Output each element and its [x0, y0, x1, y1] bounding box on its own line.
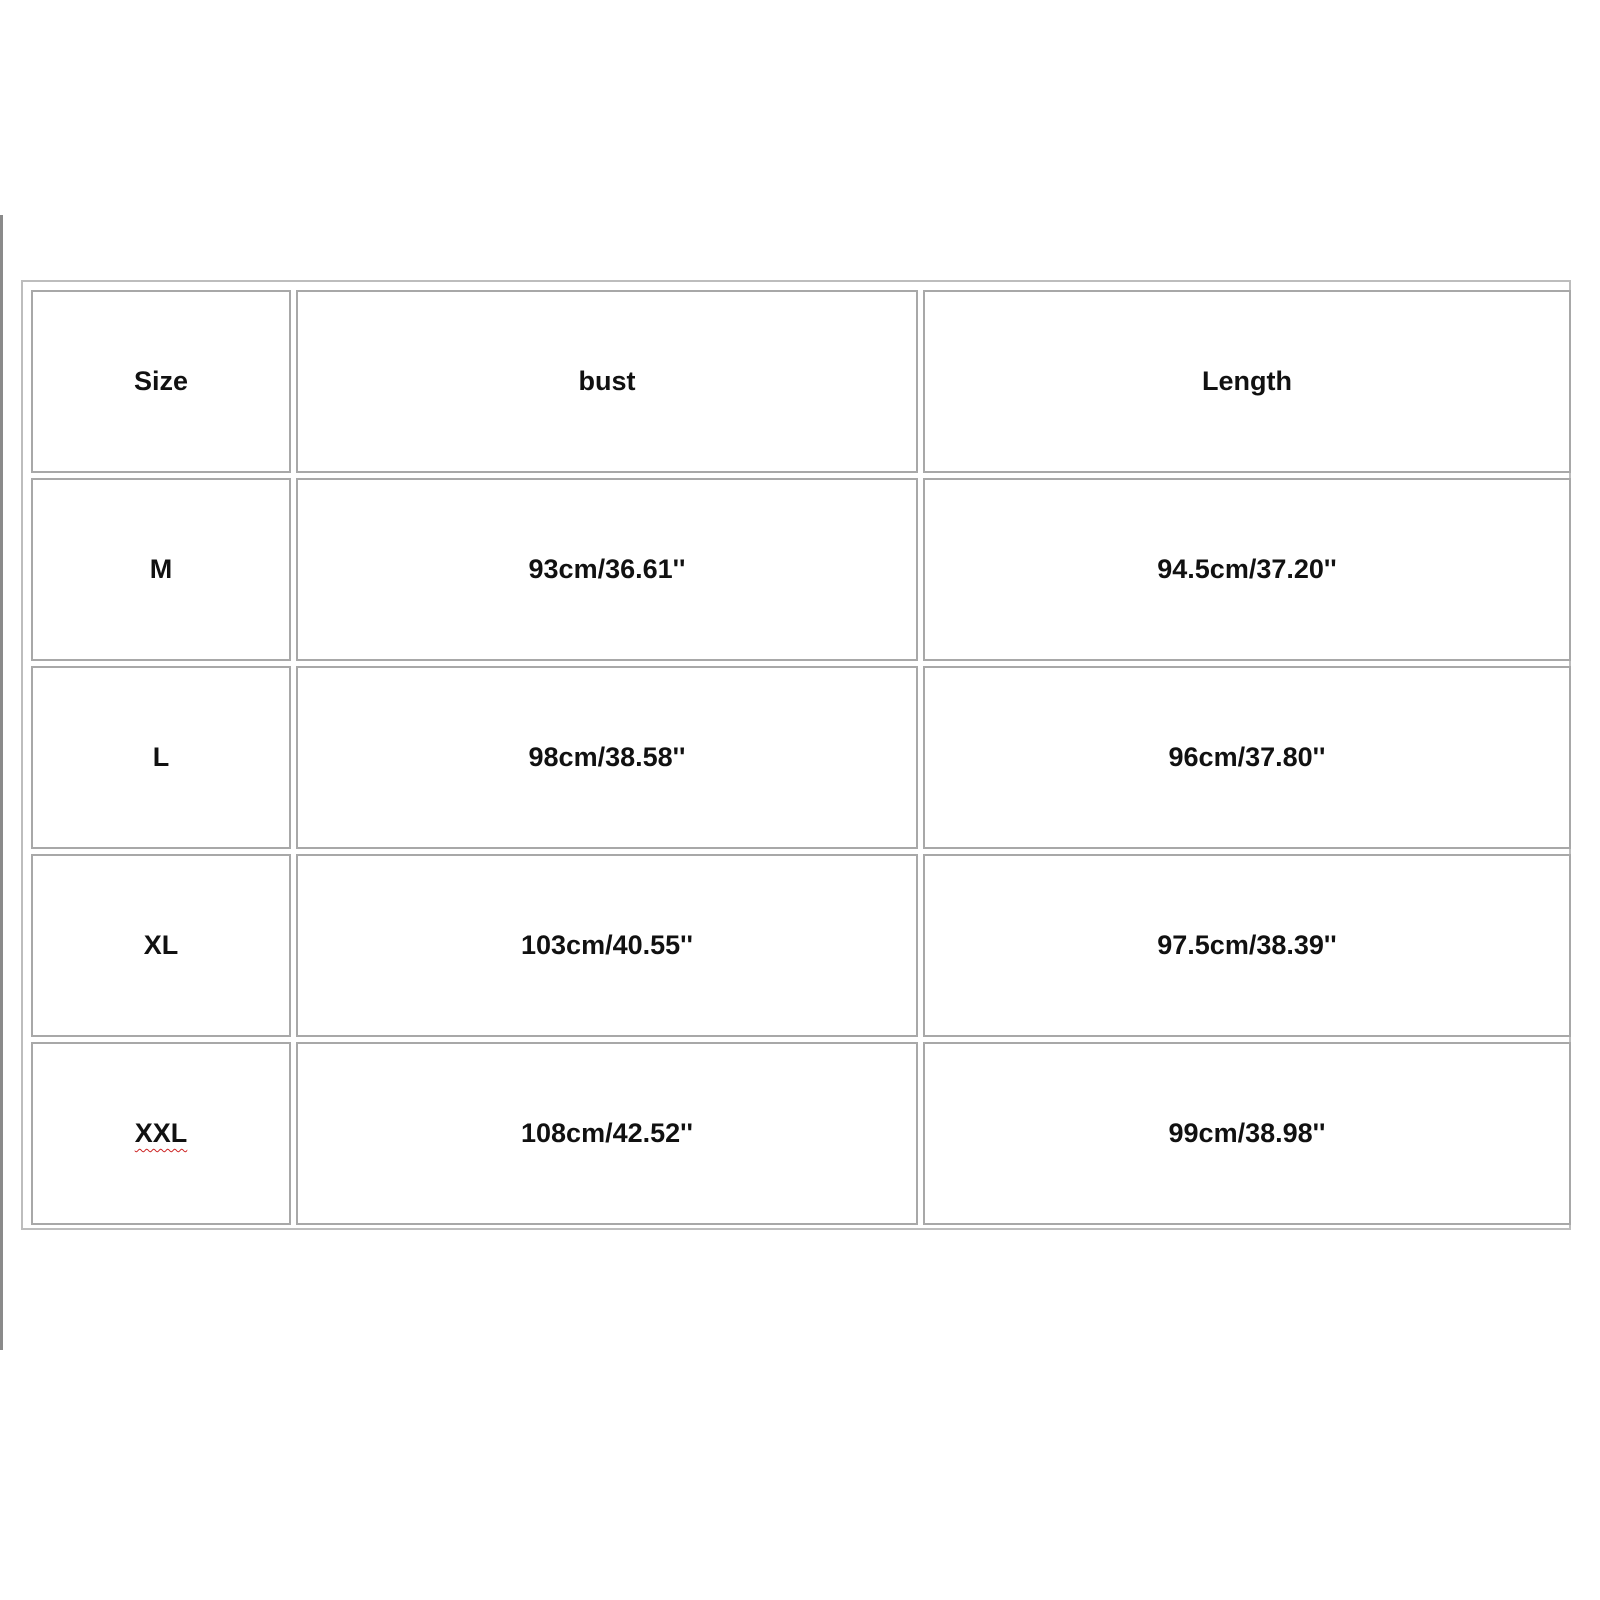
size-chart-frame: [21, 280, 1571, 1230]
length-cell: 99cm/38.98'': [923, 1042, 1571, 1225]
size-cell: XL: [31, 854, 291, 1037]
bust-cell: 98cm/38.58'': [296, 666, 918, 849]
size-cell: [31, 1042, 291, 1225]
table-row: [31, 478, 1571, 661]
length-cell: 94.5cm/37.20'': [923, 478, 1571, 661]
length-cell: 97.5cm/38.39'': [923, 854, 1571, 1037]
bust-cell: 103cm/40.55'': [296, 854, 918, 1037]
header-bust: bust: [296, 290, 918, 473]
header-size: Size: [31, 290, 291, 473]
size-cell: L: [31, 666, 291, 849]
size-cell: M: [31, 478, 291, 661]
table-row: [31, 1042, 1571, 1225]
table-row: [31, 666, 1571, 849]
header-length: Length: [923, 290, 1571, 473]
bust-cell: 108cm/42.52'': [296, 1042, 918, 1225]
header-row: [31, 290, 1571, 473]
bust-cell: 93cm/36.61'': [296, 478, 918, 661]
table-row: [31, 854, 1571, 1037]
length-cell: 96cm/37.80'': [923, 666, 1571, 849]
size-chart-table: [26, 285, 1576, 1230]
left-edge-line: [0, 215, 3, 1350]
size-value: XXL: [134, 1118, 188, 1148]
